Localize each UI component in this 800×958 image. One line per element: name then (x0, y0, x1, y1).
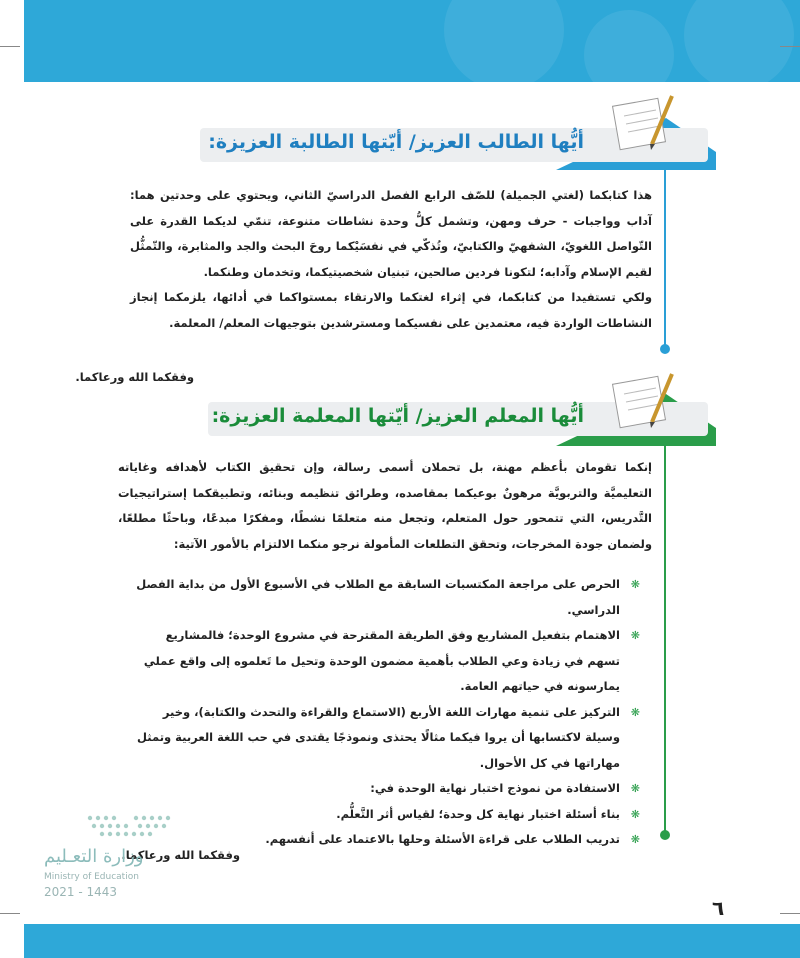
list-item: ❋ الاستفادة من نموذج اختبار نهاية الوحدة في: (130, 776, 640, 802)
bullet-mark-icon: ❋ (630, 833, 640, 846)
bullet-mark-icon: ❋ (630, 782, 640, 795)
ministry-dots-icon (84, 812, 180, 842)
bottom-decorative-band (24, 924, 800, 958)
crop-mark (0, 913, 20, 914)
crop-mark (780, 46, 800, 47)
list-item: ❋ بناء أسئلة اختبار نهاية كل وحدة؛ لقياس أثر التَّعلُّم. (130, 802, 640, 828)
green-vertical-line (664, 444, 666, 834)
list-item: ❋ الحرص على مراجعة المكتسبات السابقة مع الطلاب في الأسبوع الأول من بداية الفصل الدراسي. (130, 572, 640, 623)
list-item: ❋ التركيز على تنمية مهارات اللغة الأربع (الاستماع والقراءة والتحدث والكتابة)، وخير وسيلة لاكتسابها أن يروا فيكما مثالًا يحتذى ونموذجًا يقتدى في حب اللغة العربية وتمثل مهاراتها في كل الأحوال. (130, 700, 640, 777)
bullet-mark-icon: ❋ (630, 705, 640, 719)
notepad-pen-icon (606, 372, 682, 430)
edition-year: 2021 - 1443 (44, 885, 118, 899)
list-item: ❋ تدريب الطلاب على قراءة الأسئلة وحلها بالاعتماد على أنفسهم. (130, 827, 640, 853)
blue-line-dot (660, 344, 670, 354)
ministry-name-arabic: وزارة التعـليم (44, 846, 144, 867)
green-line-dot (660, 830, 670, 840)
top-decorative-band (24, 0, 800, 82)
ministry-name-english: Ministry of Education (44, 872, 139, 882)
heading-student: أيُّها الطالب العزيز/ أيّتها الطالبة العزيزة: (208, 131, 584, 153)
teacher-paragraph (118, 455, 652, 557)
heading-teacher: أيُّها المعلم العزيز/ أيّتها المعلمة العزيزة: (211, 405, 584, 427)
crop-mark (0, 46, 20, 47)
student-paragraph (130, 183, 652, 336)
teacher-paragraph-1: إنكما تقومان بأعظم مهنة، بل تحملان أسمى رسالة، وإن تحقيق الكتاب لأهدافه وغاياته التعليميَّة والتربويَّة مرهونٌ بوعيكما بمقاصده، وطرائق تنظيمه وبنائه، وتطبيقكما إستراتيجيات التَّدريس، التي تتمحور حول المتعلم، وتجعل منه متعلمًا نشطًا، ومفكرًا مبدعًا، وباحثًا مطلعًا، ولضمان جودة المخرجات، وتحقق التطلعات المأمولة نرجو منكما الالتزام بالأمور الآتية: (118, 460, 652, 551)
blue-vertical-line (664, 168, 666, 348)
ministry-logo (40, 812, 180, 902)
bullet-mark-icon: ❋ (630, 629, 640, 642)
student-paragraph-1: هذا كتابكما (لغتي الجميلة) للصّف الرابع الفصل الدراسيّ الثاني، ويحتوي على وحدتين هما: آداب وواجبات - حرف ومهن، وتشمل كلُّ وحدة نشاطات متنوعة، تنمّي لديكما القدرة على التّواصل اللغويّ، الشفهيّ والكتابيّ، وتُذكّي في نفسَيْكما روحَ البحث والجد والمثابرة، والتّمثُّل لقيم الإسلام وآدابه؛ لتكونا فردين صالحين، تبنيان شخصيتيكما، وتخدمان وطنكما. (130, 188, 652, 279)
page-number: ٦ (712, 896, 725, 920)
bullet-mark-icon: ❋ (630, 578, 640, 591)
teacher-signoff: وفقكما الله ورعاكما. (121, 848, 240, 862)
notepad-pen-icon (606, 94, 682, 152)
teacher-guidelines-list (130, 572, 640, 853)
crop-mark (780, 913, 800, 914)
bullet-mark-icon: ❋ (630, 807, 640, 821)
student-paragraph-2: ولكي تستفيدا من كتابكما، في إثراء لغتكما والارتقاء بمستواكما في أدائها، يلزمكما إنجاز النشاطات الواردة فيه، معتمدين على نفسيكما ومسترشدين بتوجيهات المعلم/ المعلمة. (130, 290, 652, 330)
list-item: ❋ الاهتمام بتفعيل المشاريع وفق الطريقة المقترحة في مشروع الوحدة؛ فالمشاريع تسهم في زيادة وعي الطلاب بأهمية مضمون الوحدة وتحيل ما تَعلموه إلى واقع عملي يمارسونه في حياتهم العامة. (130, 623, 640, 700)
student-signoff: وفقكما الله ورعاكما. (75, 370, 194, 384)
